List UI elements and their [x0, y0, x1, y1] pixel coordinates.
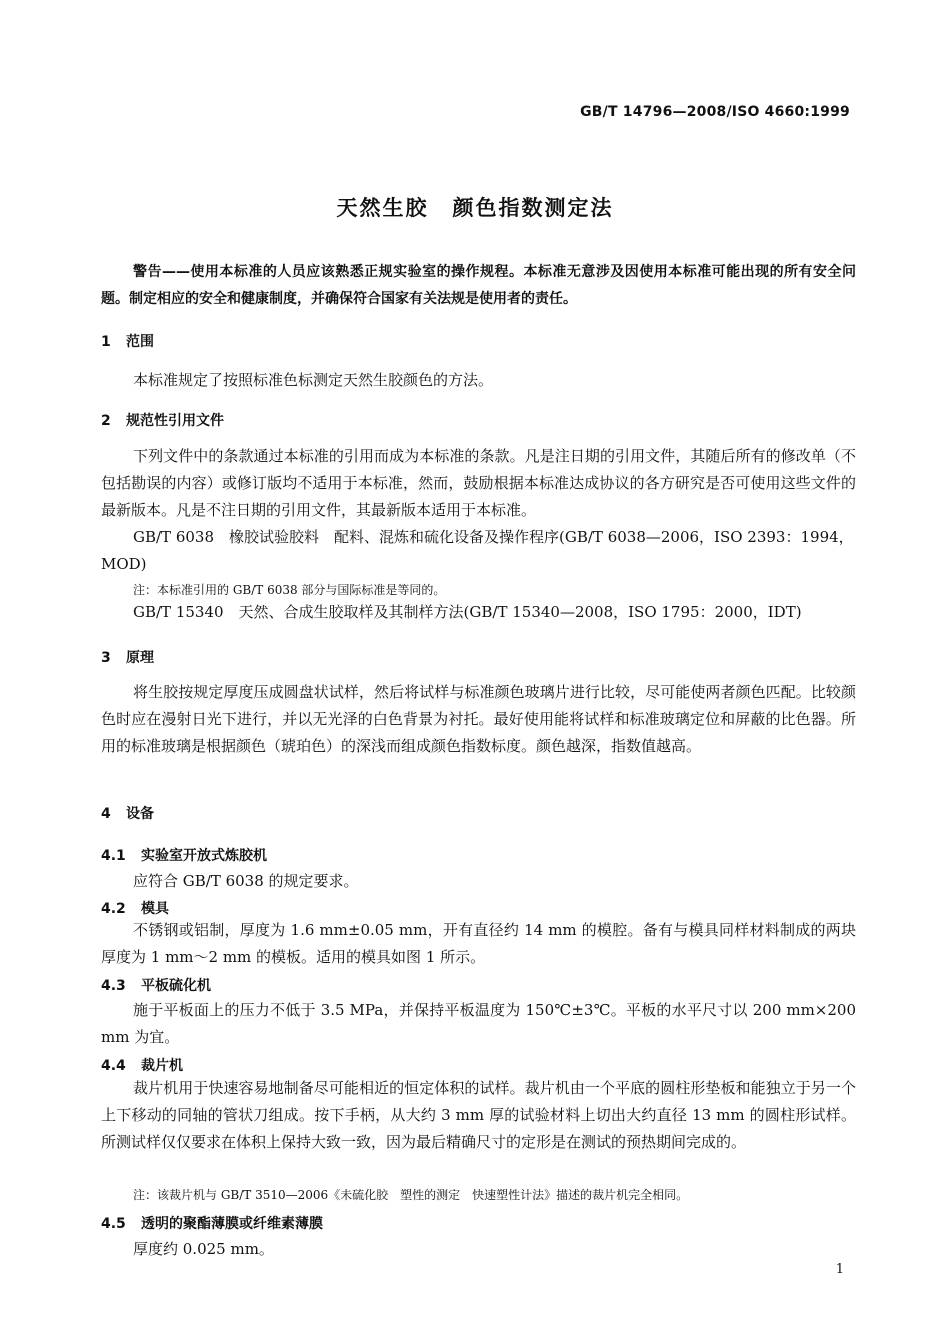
section-4-5-heading [101, 1213, 856, 1233]
section-number: 4.2 [101, 901, 126, 917]
section-number: 1 [101, 334, 111, 350]
section-4-5-text: 厚度约 0.025 mm。 [133, 1240, 274, 1258]
section-title: 裁片机 [141, 1058, 183, 1074]
section-4-4-text: 裁片机用于快速容易地制备尽可能相近的恒定体积的试样。裁片机由一个平底的圆柱形垫板和能独立于另一个上下移动的同轴的管状刀组成。按下手柄，从大约 3 mm 厚的试验材料上切出大约直径 13 mm 的圆柱形试样。所测试样仅仅要求在体积上保持大致一致，因为最后精确尺寸的定形是在测试的预热期间完成的。 [101, 1079, 856, 1151]
section-number: 4.4 [101, 1058, 126, 1074]
section-2-text: 下列文件中的条款通过本标准的引用而成为本标准的条款。凡是注日期的引用文件，其随后所有的修改单（不包括勘误的内容）或修订版均不适用于本标准，然而，鼓励根据本标准达成协议的各方研究是否可使用这些文件的最新版本。凡是不注日期的引用文件，其最新版本适用于本标准。 [101, 447, 856, 519]
section-number: 4.3 [101, 978, 126, 994]
section-4-3-text: 施于平板面上的压力不低于 3.5 MPa，并保持平板温度为 150℃±3℃。平板的水平尺寸以 200 mm×200 mm 为宜。 [101, 1001, 856, 1046]
section-4-4-heading [101, 1055, 856, 1075]
section-4-1-heading [101, 845, 856, 865]
section-number: 4.1 [101, 848, 126, 864]
section-title: 范围 [126, 334, 154, 350]
section-4-2-text: 不锈钢或铝制，厚度为 1.6 mm±0.05 mm，开有直径约 14 mm 的模腔。备有与模具同样材料制成的两块厚度为 1 mm～2 mm 的模板。适用的模具如图 1 所示。 [101, 921, 856, 966]
section-1-heading [101, 331, 856, 351]
reference-gbt15340: GB/T 15340 天然、合成生胶取样及其制样方法(GB/T 15340—2008，ISO 1795：2000，IDT) [133, 603, 802, 621]
note-gbt6038: 注：本标准引用的 GB/T 6038 部分与国际标准是等同的。 [133, 583, 446, 597]
section-4-heading [101, 803, 856, 823]
section-2-heading [101, 410, 856, 430]
section-4-1-text: 应符合 GB/T 6038 的规定要求。 [133, 872, 359, 890]
section-4-2-heading [101, 898, 856, 918]
standard-number: GB/T 14796—2008/ISO 4660:1999 [580, 104, 850, 120]
section-title: 透明的聚酯薄膜或纤维素薄膜 [141, 1216, 323, 1232]
section-1-text: 本标准规定了按照标准色标测定天然生胶颜色的方法。 [133, 371, 494, 389]
title-part1: 天然生胶 [336, 196, 429, 220]
section-number: 2 [101, 413, 111, 429]
section-3-heading [101, 647, 856, 667]
reference-gbt6038: GB/T 6038 橡胶试验胶料 配料、混炼和硫化设备及操作程序(GB/T 6038—2006，ISO 2393：1994，MOD) [101, 528, 854, 573]
section-number: 4 [101, 806, 111, 822]
warning-paragraph: 警告——使用本标准的人员应该熟悉正规实验室的操作规程。本标准无意涉及因使用本标准可能出现的所有安全问题。制定相应的安全和健康制度，并确保符合国家有关法规是使用者的责任。 [101, 264, 856, 307]
section-title: 原理 [126, 650, 154, 666]
section-number: 3 [101, 650, 111, 666]
section-title: 模具 [141, 901, 169, 917]
section-4-3-heading [101, 975, 856, 995]
note-cutter: 注：该裁片机与 GB/T 3510—2006《未硫化胶 塑性的测定 快速塑性计法》描述的裁片机完全相同。 [133, 1188, 689, 1202]
section-title: 平板硫化机 [141, 978, 211, 994]
title-part2: 颜色指数测定法 [452, 196, 614, 220]
section-title: 实验室开放式炼胶机 [141, 848, 267, 864]
section-title: 规范性引用文件 [126, 413, 224, 429]
section-title: 设备 [126, 806, 154, 822]
page-number: 1 [835, 1262, 844, 1277]
section-3-text: 将生胶按规定厚度压成圆盘状试样，然后将试样与标准颜色玻璃片进行比较，尽可能使两者颜色匹配。比较颜色时应在漫射日光下进行，并以无光泽的白色背景为衬托。最好使用能将试样和标准玻璃定位和屏蔽的比色器。所用的标准玻璃是根据颜色（琥珀色）的深浅而组成颜色指数标度。颜色越深，指数值越高。 [101, 683, 856, 755]
document-title [0, 192, 950, 222]
section-number: 4.5 [101, 1216, 126, 1232]
